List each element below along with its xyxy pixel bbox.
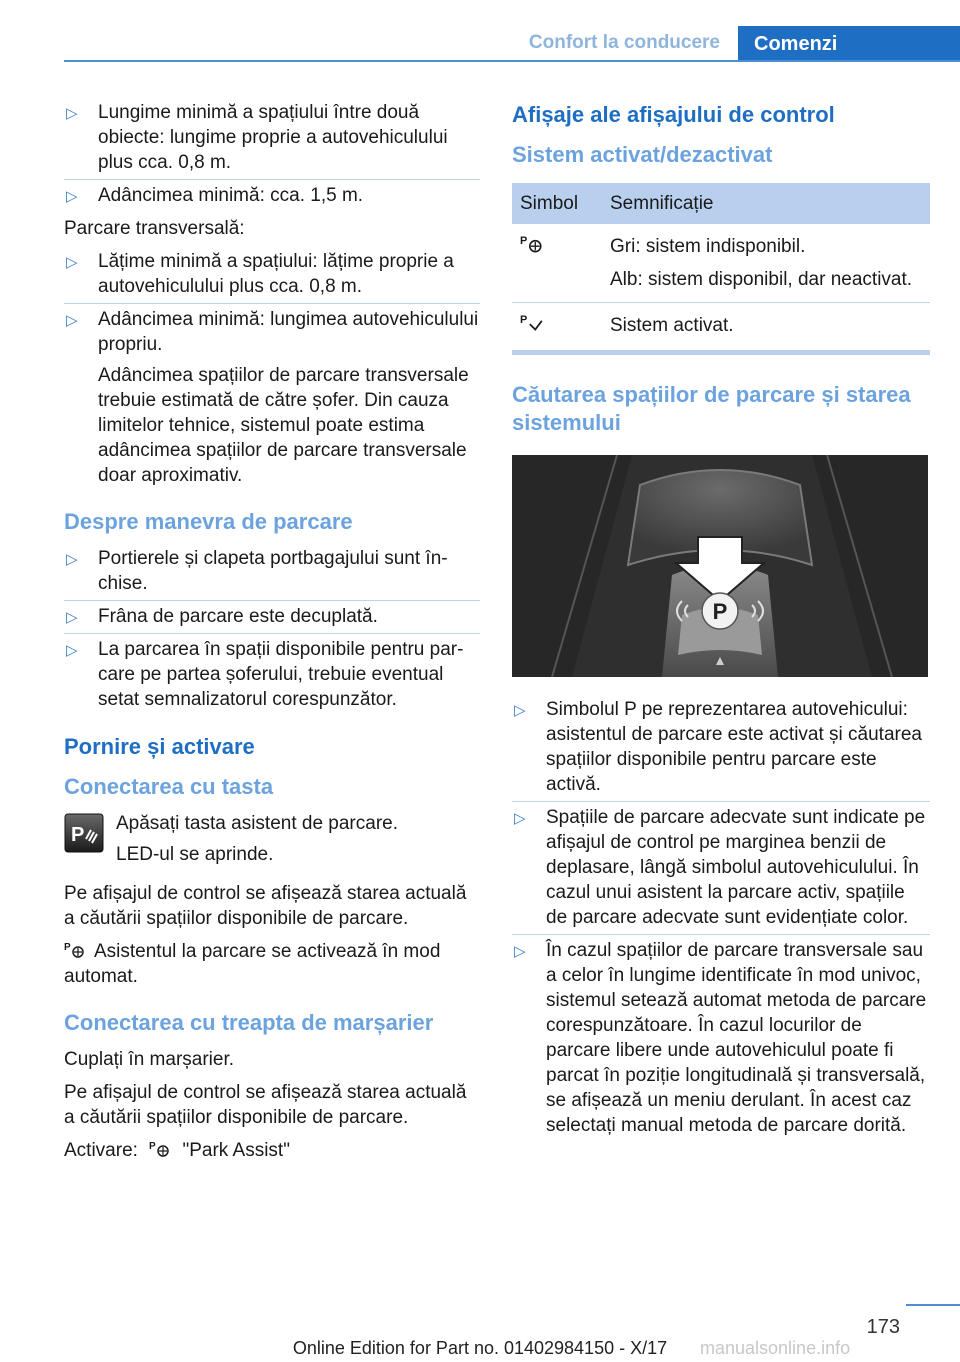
triangle-bullet-icon: ▷ <box>514 943 526 960</box>
triangle-bullet-icon: ▷ <box>66 551 78 568</box>
heading-pornire: Pornire și activare <box>64 734 255 759</box>
bullet-list-transversal <box>64 249 480 488</box>
triangle-bullet-icon: ▷ <box>514 702 526 719</box>
list-item-text: Lățime minimă a spațiului: lățime proprie a autovehiculului plus cca. 0,8 m. <box>98 251 454 297</box>
parking-display-figure <box>512 455 928 677</box>
heading-sistem: Sistem activat/dezactivat <box>512 142 773 167</box>
activare-label: Activare: <box>64 1140 138 1161</box>
svg-text:P: P <box>520 314 528 326</box>
triangle-bullet-icon: ▷ <box>514 810 526 827</box>
symbol-table <box>512 183 930 350</box>
heading-afisaje: Afișaje ale afișajului de control <box>512 102 835 127</box>
bullet-list-longitudinal <box>64 100 480 208</box>
afisaj-text-1: Pe afișajul de control se afișează starea actuală a căutării spațiilor disponibile de parcare. <box>64 883 467 929</box>
meaning-line: Gri: sistem indisponibil. <box>610 236 806 257</box>
header-section-title: Confort la conducere <box>528 32 720 53</box>
bullet-list-status <box>512 697 930 1138</box>
table-cell-symbol <box>512 224 602 303</box>
table-cell-symbol <box>512 303 602 351</box>
park-assist-status-icon <box>64 941 86 959</box>
list-item-text: Spațiile de parcare adecvate sunt indicate pe afișajul de control pe marginea benzii de deplasare, lângă simbolul autovehiculului. În cazul unui asistent la parcare activ, spațiile de parcare adecvate sunt evidențiate color. <box>546 807 926 928</box>
list-item-text: Adâncimea minimă: cca. 1,5 m. <box>98 185 364 206</box>
table-row <box>512 303 930 351</box>
right-column <box>512 100 930 1146</box>
park-assist-menu-icon <box>149 1140 171 1158</box>
list-item <box>64 249 480 299</box>
list-item <box>64 183 480 208</box>
meaning-line: Sistem activat. <box>610 315 734 336</box>
list-item-text: La parcarea în spații disponibile pentru parcare pe partea șoferului, trebuie eventual setat semnalizatorul corespunzător. <box>98 639 464 710</box>
svg-text:P: P <box>520 235 528 247</box>
triangle-bullet-icon: ▷ <box>66 188 78 205</box>
afisaj-text-2: Pe afișajul de control se afișează starea actuală a căutării spațiilor disponibile de parcare. <box>64 1082 467 1128</box>
triangle-bullet-icon: ▷ <box>66 642 78 659</box>
heading-marsarier: Conectarea cu treapta de marșarier <box>64 1010 434 1035</box>
tasta-text-1: Apăsați tasta asistent de parcare. <box>116 813 398 834</box>
activare-line <box>64 1138 480 1163</box>
auto-activation-label: Asistentul la parcare se activează în mod automat. <box>64 941 441 987</box>
heading-tasta: Conectarea cu tasta <box>64 774 274 799</box>
park-button-instruction <box>64 811 480 867</box>
heading-manevra: Despre manevra de parcare <box>64 509 353 534</box>
list-item <box>64 637 480 712</box>
table-bottom-rule <box>512 350 930 355</box>
list-item-text: Simbolul P pe reprezentarea autovehicului: asistentul de parcare este activat și căutarea spațiilor disponibile pentru parcare este activă. <box>546 699 922 795</box>
parking-display-illustration <box>512 455 928 677</box>
table-cell-meaning <box>602 224 930 303</box>
triangle-bullet-icon: ▷ <box>66 105 78 122</box>
svg-text:P: P <box>71 824 85 846</box>
meaning-line: Alb: sistem disponibil, dar neactivat. <box>610 269 913 290</box>
triangle-bullet-icon: ▷ <box>66 609 78 626</box>
list-item-text: În cazul spațiilor de parcare transversale sau a celor în lungime identificate în mod univoc, sistemul setează automat metoda de parcare corespunzătoare. În cazul locurilor de parcare libere unde autovehiculul poate fi parcat în poziție longitudinală și transversală, se afișează un meniu derulant. În acest caz selectați manual metoda de parcare dorită. <box>546 940 927 1136</box>
figure-p-label: P <box>712 599 728 624</box>
list-item <box>64 546 480 596</box>
transversal-label: Parcare transversală: <box>64 218 245 239</box>
list-item-text: Frâna de parcare este decuplată. <box>98 606 378 627</box>
list-item-text: Portierele și clapeta portbagajului sunt închise. <box>98 548 448 594</box>
table-header-symbol: Simbol <box>512 183 602 224</box>
park-assist-gray-icon <box>520 234 544 254</box>
park-assist-active-icon <box>520 313 544 333</box>
list-item <box>512 697 930 797</box>
park-assist-button-icon <box>64 813 104 853</box>
footer-edition: Online Edition for Part no. 01402984150 - X/17 <box>292 1338 668 1358</box>
list-item-text: Lungime minimă a spațiului între două obiecte: lungime proprie a autovehiculului plus cca. 0,8 m. <box>98 102 448 173</box>
list-item <box>64 100 480 175</box>
list-item <box>512 805 930 930</box>
header-rule <box>64 60 960 62</box>
triangle-bullet-icon: ▷ <box>66 312 78 329</box>
left-column <box>64 100 480 1171</box>
svg-text:P: P <box>64 942 71 953</box>
list-item <box>64 604 480 629</box>
page-number: 173 <box>866 1316 900 1338</box>
triangle-bullet-icon: ▷ <box>66 254 78 271</box>
tasta-text-2: LED-ul se aprinde. <box>116 844 274 865</box>
list-item <box>64 307 480 488</box>
cuplati-text: Cuplați în marșarier. <box>64 1049 235 1070</box>
activare-value: "Park Assist" <box>182 1140 290 1161</box>
table-cell-meaning <box>602 303 930 351</box>
list-item-text: Adâncimea minimă: lungimea autovehiculului propriu. <box>98 309 479 355</box>
list-item-note: Adâncimea spațiilor de parcare transversale trebuie estimată de către șofer. Din cauza limitelor tehnice, sistemul poate estima adâncimea spațiilor de parcare transversale doar aproximativ. <box>98 365 469 486</box>
list-item <box>512 938 930 1138</box>
svg-text:P: P <box>149 1141 156 1152</box>
table-header-meaning: Semnificație <box>602 183 930 224</box>
heading-cautare: Căutarea spațiilor de parcare și starea sistemului <box>512 382 911 435</box>
auto-activation-text <box>64 939 480 989</box>
page-number-rule <box>906 1304 960 1306</box>
header-chapter-tab: Comenzi <box>738 26 960 62</box>
table-row <box>512 224 930 303</box>
footer-watermark: manualsonline.info <box>700 1338 851 1358</box>
bullet-list-manevra <box>64 546 480 712</box>
